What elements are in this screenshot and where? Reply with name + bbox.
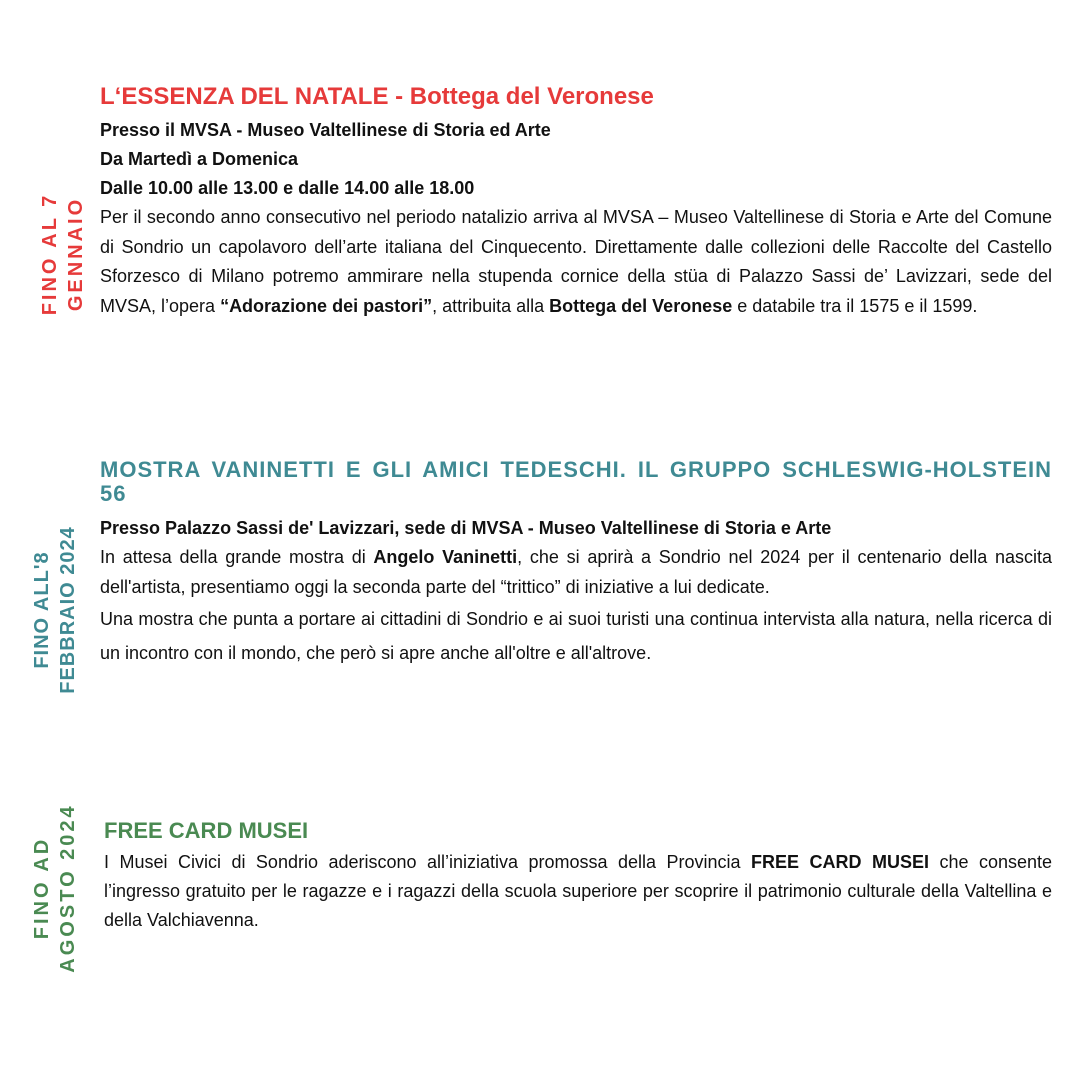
event-location: Presso il MVSA - Museo Valtellinese di Storia ed Arte xyxy=(100,120,551,140)
event-days: Da Martedì a Domenica xyxy=(100,149,299,169)
date-label-vertical xyxy=(37,169,89,339)
date-label-vertical xyxy=(29,505,81,715)
event-description: I Musei Civici di Sondrio aderiscono all’iniziativa promossa della Provincia FREE CARD MUSEI che consente l’ingresso gratuito per le ragazze e i ragazzi della scuola superiore per scoprire il patrimonio culturale della Valtellina e della Valchiavenna. xyxy=(104,852,1053,930)
date-label-line-2: FEBBRAIO 2024 xyxy=(57,526,79,694)
event-content xyxy=(100,84,1052,321)
date-label-line-1: FINO ALL'8 xyxy=(31,551,53,669)
artist-name: Angelo Vaninetti xyxy=(373,547,518,567)
event-description: Per il secondo anno consecutivo nel periodo natalizio arriva al MVSA – Museo Valtellinese di Storia e Arte del Comune di Sondrio un capolavoro dell’arte italiana del Cinquecento. Direttamente dalle collezioni delle Raccolte del Castello Sforzesco di Milano potremo ammirare nella stupenda cornice della stüa di Palazzo Sassi de’ Lavizzari, sede del MVSA, l’opera “Adorazione dei pastori”, attribuita alla Bottega del Veronese e databile tra il 1575 e il 1599. xyxy=(100,207,1052,316)
program-name: FREE CARD MUSEI xyxy=(751,852,929,872)
event-content xyxy=(104,818,1052,935)
artwork-title: “Adorazione dei pastori” xyxy=(220,295,433,316)
event-description: In attesa della grande mostra di Angelo Vaninetti, che si aprirà a Sondrio nel 2024 per il centenario della nascita dell'artista, presentiamo oggi la seconda parte del “trittico” di iniziative a lui dedicate. xyxy=(100,547,1052,597)
event-content xyxy=(100,458,1052,670)
date-label-vertical xyxy=(29,798,81,978)
event-title: MOSTRA VANINETTI E GLI AMICI TEDESCHI. IL GRUPPO SCHLESWIG-HOLSTEIN 56 xyxy=(100,457,1052,506)
date-label-line-2: AGOSTO 2024 xyxy=(57,803,79,973)
event-description-2: Una mostra che punta a portare ai cittadini di Sondrio e ai suoi turisti una continua intervista alla natura, nella ricerca di un incontro con il mondo, che però si apre anche all'oltre e all'altrove. xyxy=(100,609,1052,663)
event-location: Presso Palazzo Sassi de' Lavizzari, sede di MVSA - Museo Valtellinese di Storia e Arte xyxy=(100,518,832,538)
event-title: L‘ESSENZA DEL NATALE - Bottega del Veronese xyxy=(100,83,654,110)
artist-name: Bottega del Veronese xyxy=(549,295,733,316)
date-label-line-2: GENNAIO xyxy=(65,196,87,312)
date-label-line-1: FINO AD xyxy=(31,836,53,940)
event-title: FREE CARD MUSEI xyxy=(104,818,309,843)
date-label-line-1: FINO AL 7 xyxy=(39,192,61,316)
event-hours: Dalle 10.00 alle 13.00 e dalle 14.00 alle 18.00 xyxy=(100,178,475,198)
